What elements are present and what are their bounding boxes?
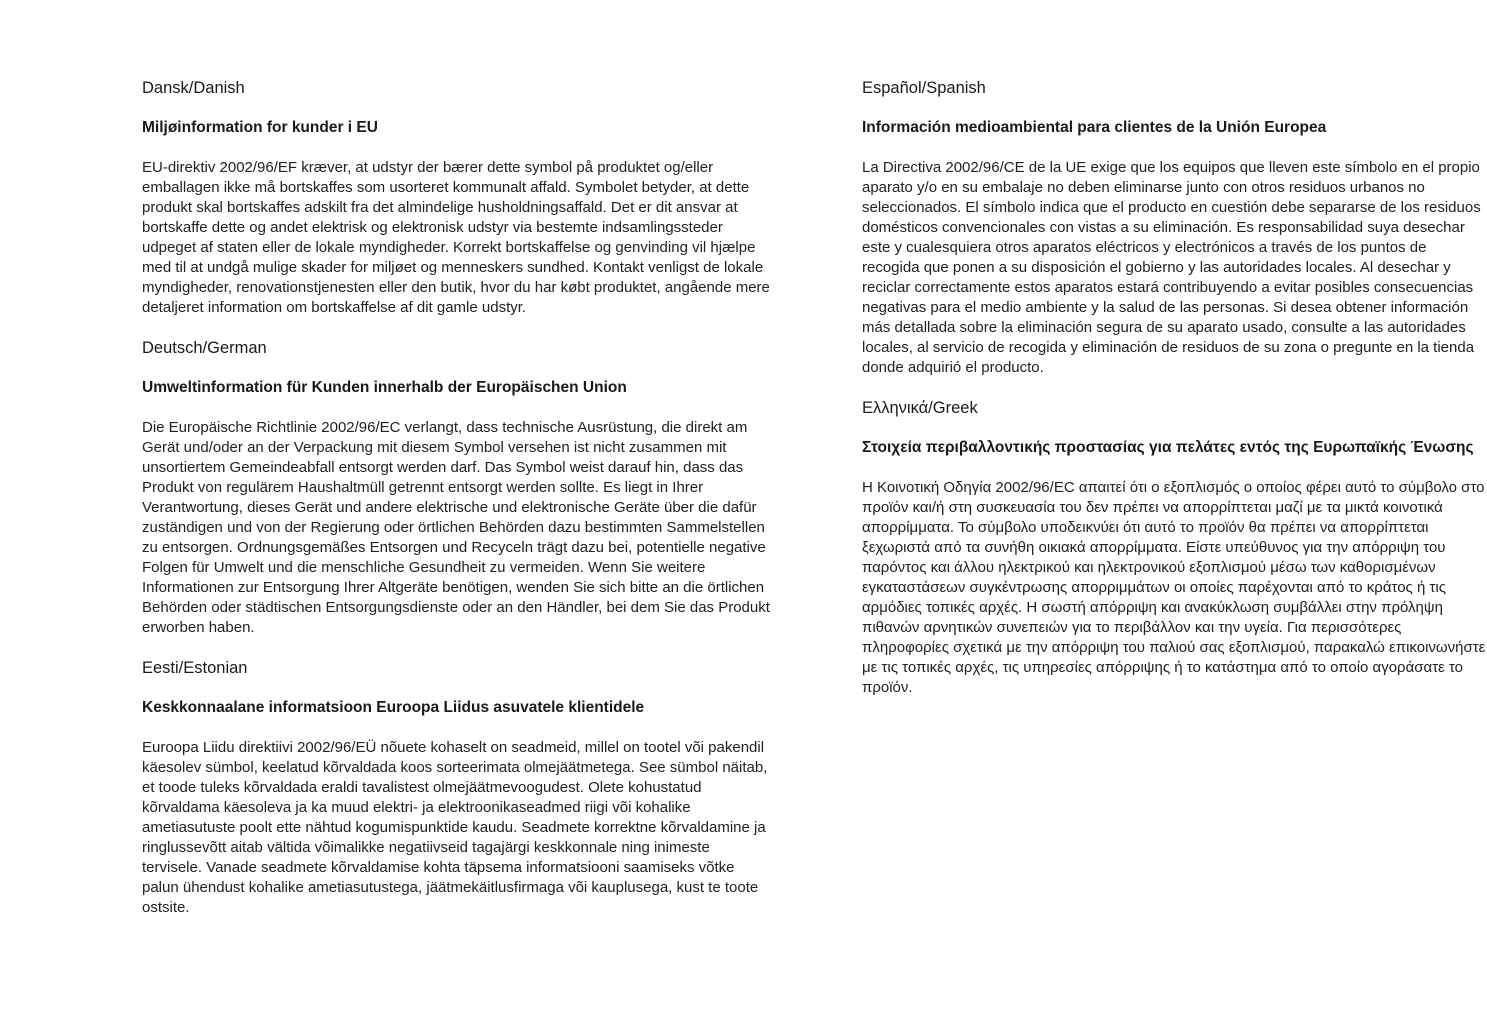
section-title: Στοιχεία περιβαλλοντικής προστασίας για πελάτες εντός της Ευρωπαϊκής Ένωσης <box>862 439 1474 456</box>
section-spanish <box>862 78 1487 378</box>
section-title: Miljøinformation for kunder i EU <box>142 119 378 136</box>
left-column <box>142 78 772 938</box>
section-greek <box>862 398 1487 698</box>
language-heading: Español/Spanish <box>862 79 986 97</box>
section-body: Die Europäische Richtlinie 2002/96/EC verlangt, dass technische Ausrüstung, die direkt am Gerät und/oder an der Verpackung mit diesem Symbol versehen ist nicht zusammen mit unsortiertem Gemeindeabfall entsorgt werden darf. Das Symbol weist darauf hin, dass das Produkt von regulärem Haushaltmüll getrennt entsorgt werden sollte. Es liegt in Ihrer Verantwortung, dieses Gerät und andere elektrische und elektronische Geräte über die dafür zuständigen und von der Regierung oder örtlichen Behörden dazu bestimmten Sammelstellen zu entsorgen. Ordnungsgemäßes Entsorgen und Recyceln trägt dazu bei, potentielle negative Folgen für Umwelt und die menschliche Gesundheit zu vermeiden. Wenn Sie weitere Informationen zur Entsorgung Ihrer Altgeräte benötigen, wenden Sie sich bitte an die örtlichen Behörden oder städtischen Entsorgungsdienste oder an den Händler, bei dem Sie das Produkt erworben haben. <box>142 419 770 636</box>
section-title: Umweltinformation für Kunden innerhalb der Europäischen Union <box>142 379 627 396</box>
section-body: La Directiva 2002/96/CE de la UE exige que los equipos que lleven este símbolo en el propio aparato y/o en su embalaje no deben eliminarse junto con otros residuos urbanos no seleccionados. El símbolo indica que el producto en cuestión debe separarse de los residuos domésticos convencionales con vistas a su eliminación. Es responsabilidad suya desechar este y cualesquiera otros aparatos eléctricos y electrónicos a través de los puntos de recogida que ponen a su disposición el gobierno y las autoridades locales. Al desechar y reciclar correctamente estos aparatos estará contribuyendo a evitar posibles consecuencias negativas para el medio ambiente y la salud de las personas. Si desea obtener información más detallada sobre la eliminación segura de su aparato usado, consulte a las autoridades locales, al servicio de recogida y eliminación de residuos de su zona o pregunte en la tienda donde adquirió el producto. <box>862 159 1481 376</box>
language-heading: Eesti/Estonian <box>142 659 248 677</box>
language-heading: Dansk/Danish <box>142 79 245 97</box>
language-heading: Deutsch/German <box>142 339 267 357</box>
section-danish <box>142 78 772 318</box>
section-estonian <box>142 658 772 918</box>
language-heading: Ελληνικά/Greek <box>862 399 978 417</box>
section-title: Información medioambiental para clientes de la Unión Europea <box>862 119 1327 136</box>
section-body: Η Κοινοτική Οδηγία 2002/96/EC απαιτεί ότι ο εξοπλισμός ο οποίος φέρει αυτό το σύμβολο στο προϊόν και/ή στη συσκευασία του δεν πρέπει να απορρίπτεται μαζί με τα μικτά κοινοτικά απορρίμματα. Το σύμβολο υποδεικνύει ότι αυτό το προϊόν θα πρέπει να απορρίπτεται ξεχωριστά από τα συνήθη οικιακά απορρίμματα. Είστε υπεύθυνος για την απόρριψη του παρόντος και άλλου ηλεκτρικού και ηλεκτρονικού εξοπλισμού μέσω των καθορισμένων εγκαταστάσεων συγκέντρωσης απορριμμάτων οι οποίες παρέχονται από το κράτος ή τις αρμόδιες τοπικές αρχές. Η σωστή απόρριψη και ανακύκλωση συμβάλλει στην πρόληψη πιθανών αρνητικών συνεπειών για το περιβάλλον και την υγεία. Για περισσότερες πληροφορίες σχετικά με την απόρριψη του παλιού σας εξοπλισμού, παρακαλώ επικοινωνήστε με τις τοπικές αρχές, τις υπηρεσίες απόρριψης ή το κατάστημα από το οποίο αγοράσατε το προϊόν. <box>862 479 1486 696</box>
section-body: EU-direktiv 2002/96/EF kræver, at udstyr der bærer dette symbol på produktet og/eller emballagen ikke må bortskaffes som usorteret kommunalt affald. Symbolet betyder, at dette produkt skal bortskaffes adskilt fra det almindelige husholdningsaffald. Det er dit ansvar at bortskaffe dette og andet elektrisk og elektronisk udstyr via bestemte indsamlingssteder udpeget af staten eller de lokale myndigheder. Korrekt bortskaffelse og genvinding vil hjælpe med til at undgå mulige skader for miljøet og menneskers sundhed. Kontakt venligst de lokale myndigheder, renovationstjenesten eller den butik, hvor du har købt produktet, angående mere detaljeret information om bortskaffelse af dit gamle udstyr. <box>142 159 770 316</box>
section-body: Euroopa Liidu direktiivi 2002/96/EÜ nõuete kohaselt on seadmeid, millel on tootel või pakendil käesolev sümbol, keelatud kõrvaldada koos sorteerimata olmejäätmetega. See sümbol näitab, et toode tuleks kõrvaldada eraldi tavalistest olmejäätmevoogudest. Olete kohustatud kõrvaldama käesoleva ja ka muud elektri- ja elektroonikaseadmed riigi või kohalike ametiasutuste poolt ette nähtud kogumispunktide kaudu. Seadmete korrektne kõrvaldamine ja ringlussevõtt aitab vältida võimalikke negatiivseid tagajärgi keskkonnale ning inimeste tervisele. Vanade seadmete kõrvaldamise kohta täpsema informatsiooni saamiseks võtke palun ühendust kohalike ametiasutustega, jäätmekäitlusfirmaga või kauplusega, kust te toote ostsite. <box>142 739 768 916</box>
section-german <box>142 338 772 638</box>
right-column <box>862 78 1487 718</box>
section-title: Keskkonnaalane informatsioon Euroopa Liidus asuvatele klientidele <box>142 699 645 716</box>
